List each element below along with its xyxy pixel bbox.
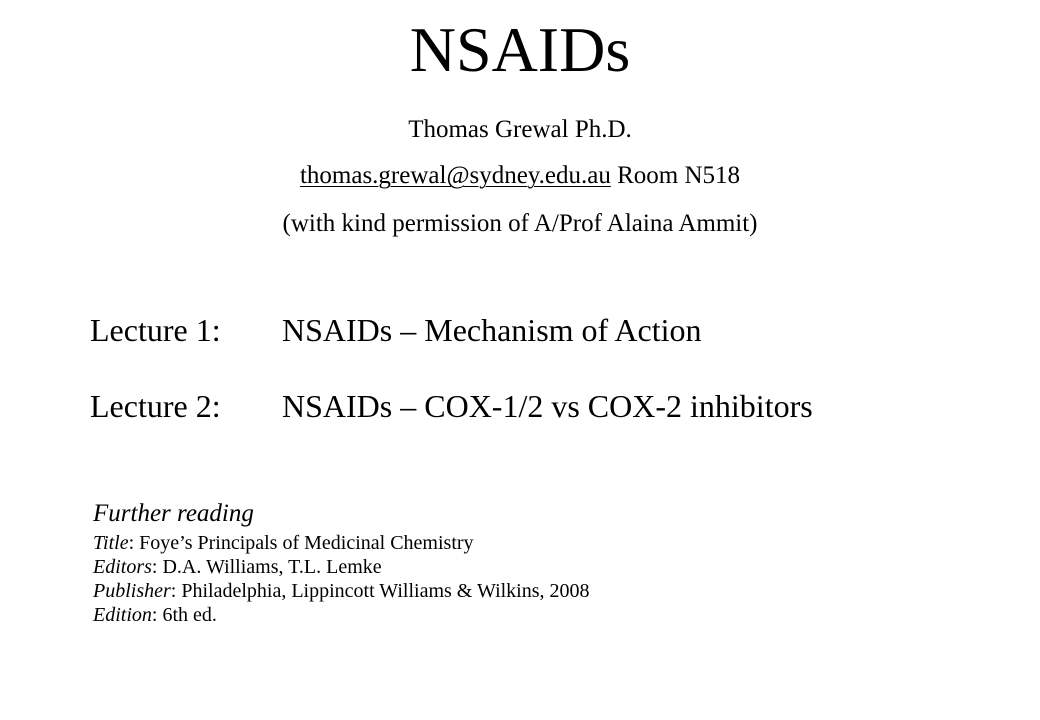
reading-title [93, 531, 590, 555]
reading-key: Editors [93, 556, 152, 578]
reading-value: : Foye’s Principals of Medicinal Chemistry [128, 532, 474, 554]
lecture-topic: NSAIDs – Mechanism of Action [282, 312, 702, 348]
further-reading-heading: Further reading [93, 500, 254, 527]
slide-title: NSAIDs [409, 14, 631, 85]
reading-value: : Philadelphia, Lippincott Williams & Wilkins, 2008 [170, 580, 590, 602]
reading-editors [93, 555, 590, 579]
reading-value: : D.A. Williams, T.L. Lemke [151, 556, 382, 578]
reading-key: Publisher [93, 580, 171, 602]
reading-key: Edition [93, 604, 152, 626]
lecture-2 [90, 386, 813, 426]
author-name: Thomas Grewal Ph.D. [408, 116, 632, 143]
permission-note: (with kind permission of A/Prof Alaina Ammit) [282, 210, 758, 237]
lecture-number: Lecture 2: [90, 388, 221, 424]
room-number: Room N518 [617, 162, 741, 189]
reading-edition [93, 603, 590, 627]
email-link[interactable]: thomas.grewal@sydney.edu.au [299, 162, 611, 189]
reading-key: Title [93, 532, 129, 554]
contact-line [0, 160, 1040, 192]
lecture-number: Lecture 1: [90, 312, 221, 348]
further-reading [93, 497, 590, 627]
reading-value: : 6th ed. [151, 604, 217, 626]
reading-publisher [93, 579, 590, 603]
lecture-1 [90, 310, 702, 350]
lecture-topic: NSAIDs – COX-1/2 vs COX-2 inhibitors [282, 388, 813, 424]
